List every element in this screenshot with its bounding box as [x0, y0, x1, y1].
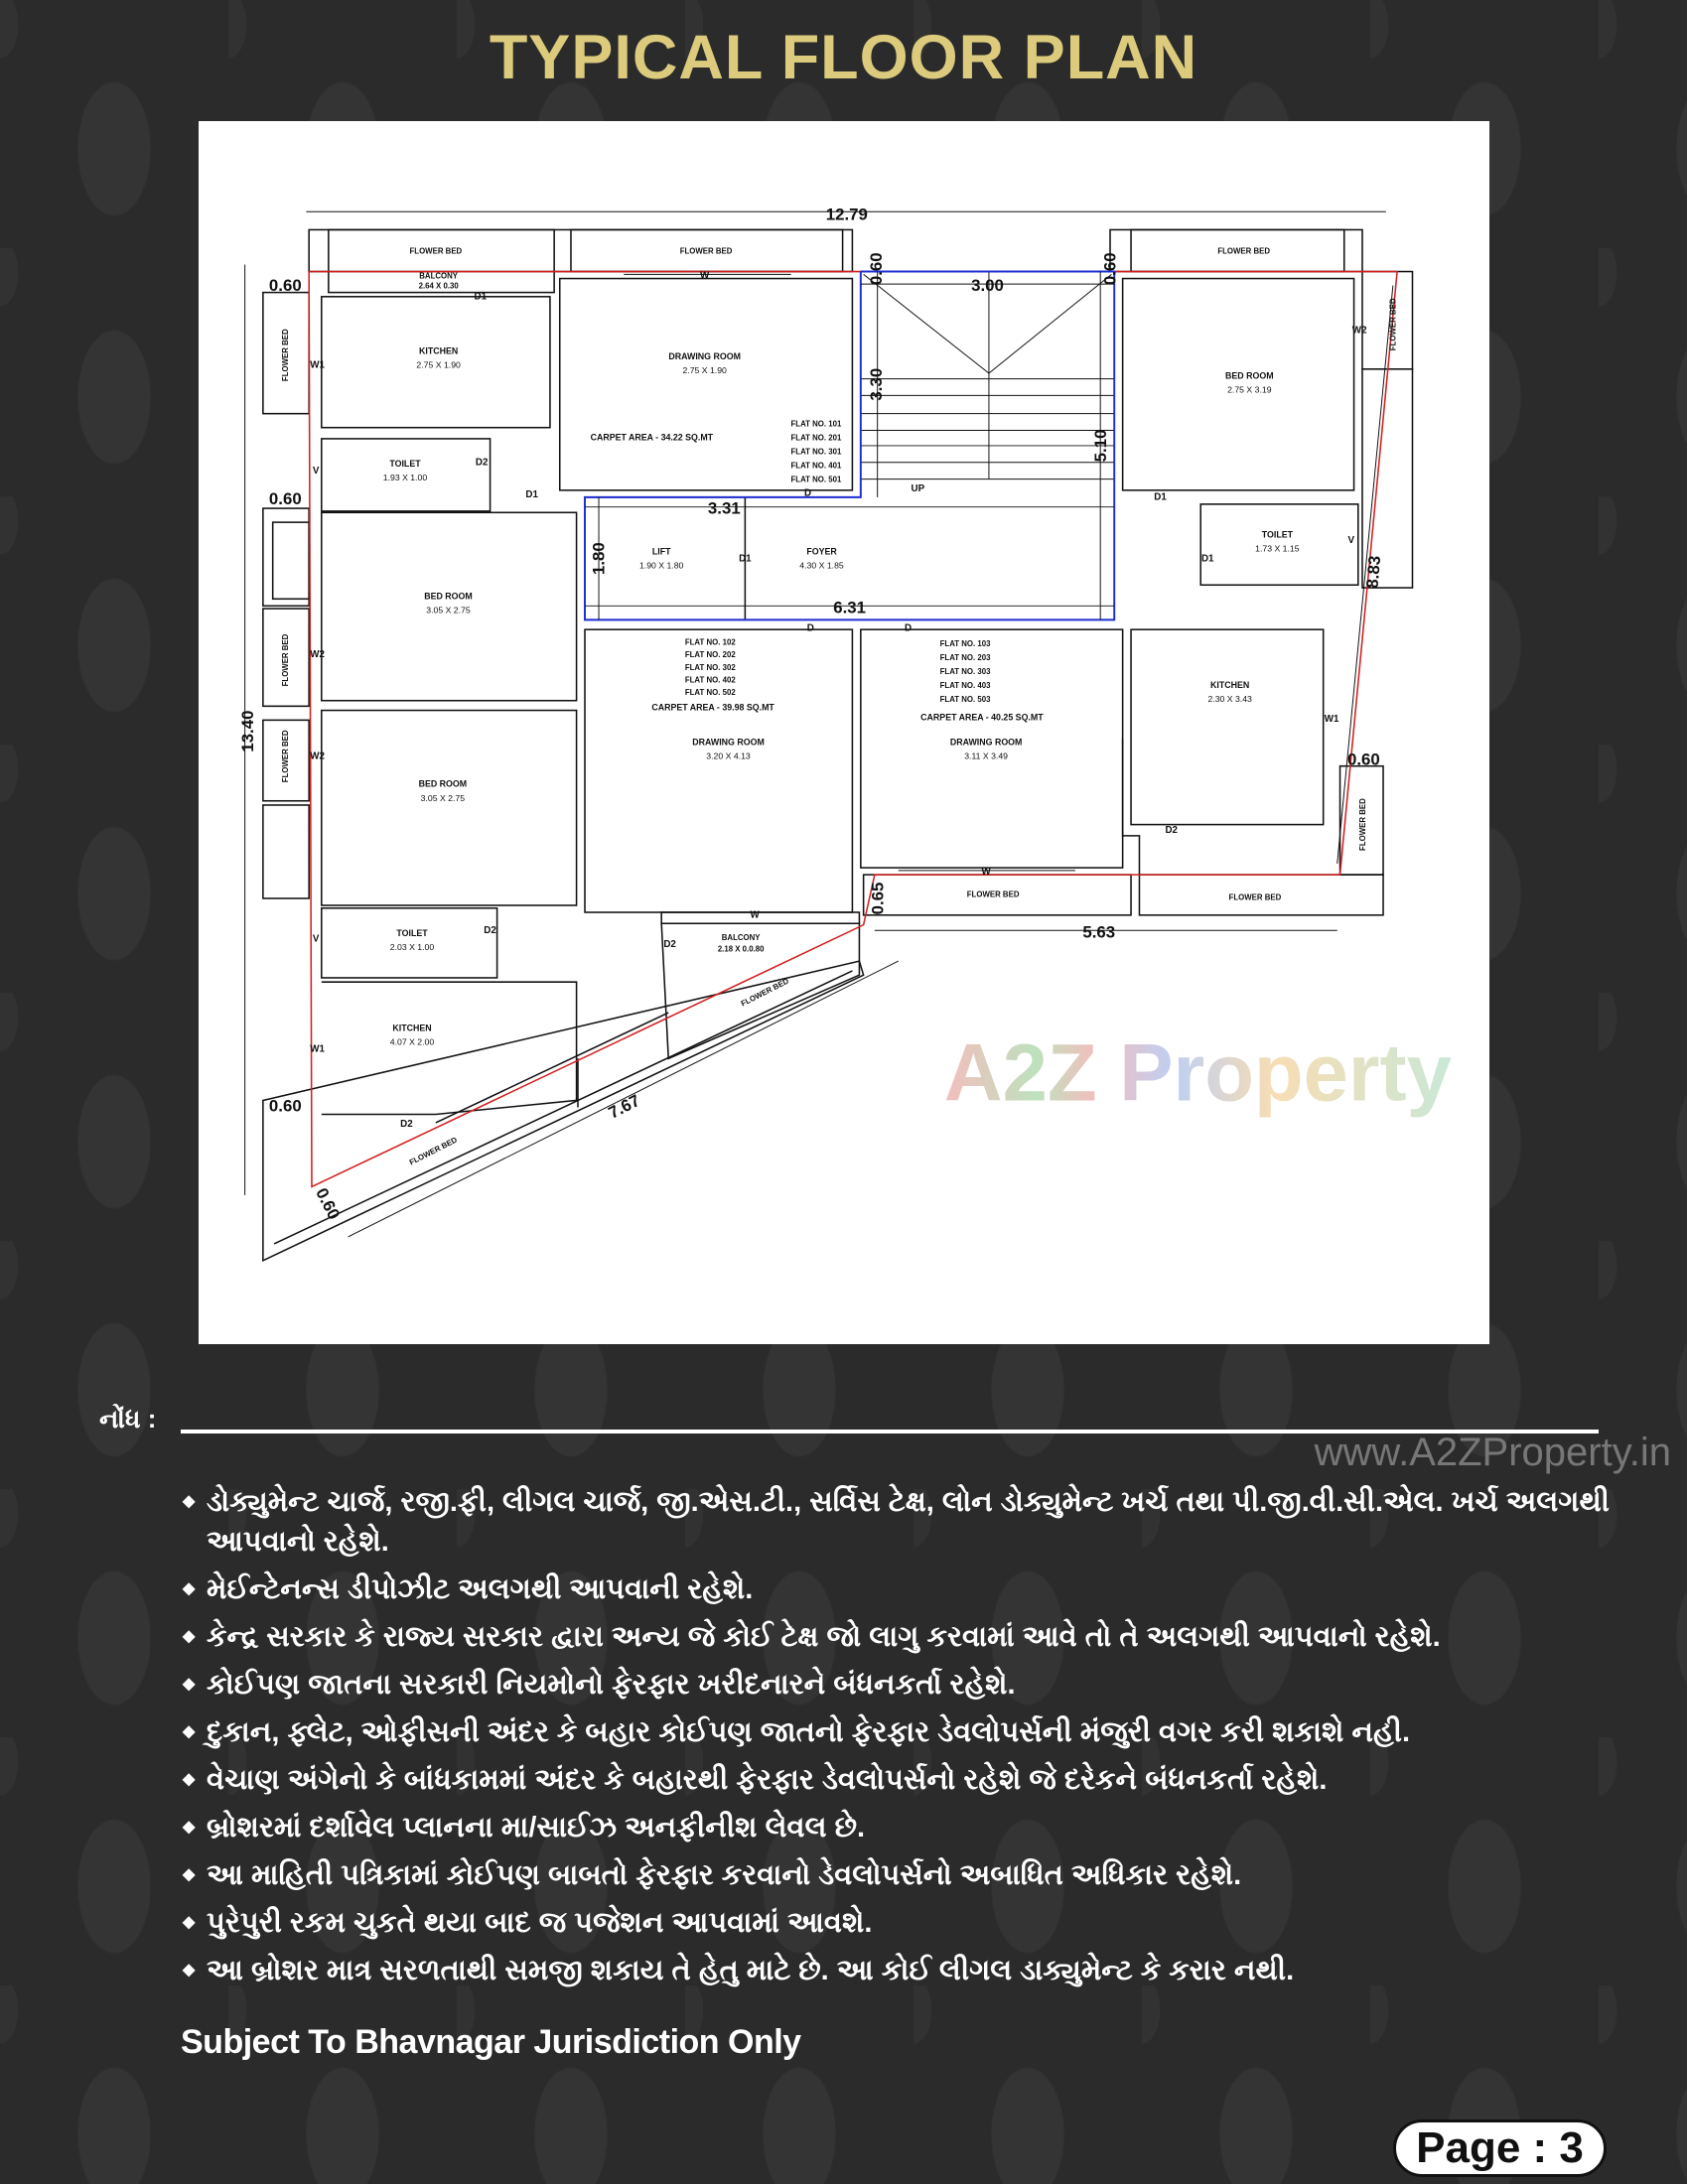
- flat-number: FLAT NO. 403: [939, 681, 991, 691]
- door-tag: D1: [739, 553, 752, 565]
- room-size: 2.03 X 1.00: [389, 941, 435, 952]
- room-label: BALCONY: [419, 271, 459, 281]
- dim-diagonal: 7.67: [605, 1090, 643, 1123]
- dim-stair-total: 5.10: [1090, 429, 1110, 463]
- flower-bed-label: FLOWER BED: [1217, 246, 1271, 256]
- dim-offset: 0.60: [1100, 252, 1120, 286]
- flat-number: FLAT NO. 501: [790, 475, 842, 484]
- watermark-logo: A2Z Property: [943, 1027, 1452, 1119]
- room-label: DRAWING ROOM: [692, 737, 765, 748]
- flat-number: FLAT NO. 503: [939, 695, 991, 705]
- room-label: DRAWING ROOM: [949, 737, 1023, 748]
- room-label: FOYER: [806, 546, 837, 557]
- room-label: BED ROOM: [1225, 370, 1274, 381]
- flower-bed-label: FLOWER BED: [739, 976, 790, 1009]
- flower-bed-label: FLOWER BED: [1388, 298, 1398, 351]
- room-size: 2.18 X 0.0.80: [717, 944, 765, 954]
- dim-offset: 0.60: [268, 488, 302, 508]
- window-tag: W: [750, 909, 760, 921]
- note-item: ◆ કેન્દ્ર સરકાર કે રાજ્ય સરકાર દ્વારા અન્ય જે કોઈ ટેક્ષ જો લાગુ કરવામાં આવે તો તે અલગથી આપવાનો રહેશે.: [181, 1617, 1611, 1657]
- room-size: 2.75 X 1.90: [416, 359, 461, 370]
- dim-lift-width: 3.31: [707, 498, 741, 518]
- notes-label: નોંધ :: [99, 1404, 157, 1433]
- dim-overall-width: 12.79: [825, 205, 868, 224]
- window-tag: W2: [310, 751, 325, 762]
- room-size: 1.90 X 1.80: [638, 560, 684, 571]
- room-size: 2.64 X 0.30: [418, 281, 459, 291]
- notes-section: [181, 1482, 1610, 2062]
- window-tag: W1: [310, 1043, 325, 1055]
- flat-number: FLAT NO. 303: [939, 667, 991, 677]
- flower-bed-label: FLOWER BED: [281, 730, 291, 783]
- note-item: ◆ આ બ્રોશર માત્ર સરળતાથી સમજી શકાય તે હેતુ માટે છે. આ કોઈ લીગલ ડાક્યુમેન્ટ કે કરાર નથી.: [181, 1951, 1611, 1990]
- dim-offset: 0.60: [866, 252, 886, 286]
- room-label: BED ROOM: [424, 591, 473, 602]
- flat-number: FLAT NO. 102: [684, 637, 736, 647]
- room-size: 3.05 X 2.75: [426, 605, 471, 615]
- note-item: ◆ કોઈપણ જાતના સરકારી નિયમોનો ફેરફાર ખરીદનારને બંધનકર્તા રહેશે.: [181, 1665, 1611, 1705]
- room-size: 2.30 X 3.43: [1207, 694, 1252, 705]
- window-tag: W: [981, 867, 991, 879]
- door-tag: D1: [474, 291, 488, 303]
- floor-plan: [199, 121, 1489, 1344]
- flower-bed-label: FLOWER BED: [281, 633, 291, 687]
- door-tag: D2: [475, 457, 489, 469]
- room-label: KITCHEN: [1210, 680, 1250, 691]
- note-item: ◆ બ્રોશરમાં દર્શાવેલ પ્લાનના મા/સાઈઝ અનફીનીશ લેવલ છે.: [181, 1808, 1611, 1847]
- window-tag: W: [700, 270, 710, 282]
- stair-up-label: UP: [911, 483, 925, 495]
- window-tag: W1: [1324, 713, 1339, 725]
- flat-number: FLAT NO. 203: [939, 653, 991, 663]
- flat-number: FLAT NO. 103: [939, 639, 991, 649]
- door-tag: D2: [1165, 825, 1179, 837]
- room-size: 4.07 X 2.00: [389, 1036, 435, 1047]
- dim-offset: 0.60: [268, 1096, 302, 1116]
- flower-bed-label: FLOWER BED: [1228, 892, 1282, 902]
- door-tag: D2: [484, 925, 496, 937]
- room-label: KITCHEN: [419, 345, 459, 356]
- carpet-area: CARPET AREA - 40.25 SQ.MT: [920, 712, 1044, 723]
- vent-tag: V: [1347, 535, 1355, 547]
- room-size: 1.73 X 1.15: [1255, 543, 1300, 554]
- floor-plan-drawing: [199, 121, 1489, 1344]
- dim-bottom-right: 5.63: [1082, 922, 1116, 942]
- flat-number: FLAT NO. 101: [790, 419, 842, 429]
- page-title: TYPICAL FLOOR PLAN: [489, 23, 1198, 92]
- room-label: BED ROOM: [418, 778, 468, 789]
- carpet-area: CARPET AREA - 34.22 SQ.MT: [590, 432, 714, 443]
- room-label: BALCONY: [721, 933, 761, 943]
- window-tag: W1: [310, 359, 325, 371]
- door-tag: D2: [663, 939, 676, 951]
- room-size: 4.30 X 1.85: [799, 560, 844, 571]
- dim-lift-height: 1.80: [589, 542, 609, 575]
- website-watermark: www.A2ZProperty.in: [1314, 1431, 1671, 1474]
- window-tag: W2: [310, 649, 325, 661]
- door-tag: D: [904, 622, 913, 634]
- dim-overall-height: 13.40: [238, 710, 258, 752]
- room-label: LIFT: [651, 546, 671, 557]
- note-item: ◆ પુરેપુરી રકમ ચુકતે થયા બાદ જ પજેશન આપવામાં આવશે.: [181, 1903, 1611, 1943]
- note-item: ◆ આ માહિતી પત્રિકામાં કોઈપણ બાબતો ફેરફાર કરવાનો ડેવલોપર્સનો અબાધિત અધિકાર રહેશે.: [181, 1855, 1611, 1895]
- flower-bed-label: FLOWER BED: [679, 246, 733, 256]
- room-label: TOILET: [1261, 529, 1294, 540]
- dim-stair-height: 3.30: [866, 367, 886, 401]
- room-size: 3.11 X 3.49: [964, 751, 1009, 761]
- room-label: TOILET: [389, 458, 421, 469]
- flower-bed-label: FLOWER BED: [407, 1135, 459, 1167]
- flat-number: FLAT NO. 302: [684, 662, 736, 672]
- flat-number: FLAT NO. 202: [684, 650, 736, 660]
- note-item: ◆ દુકાન, ફ્લેટ, ઓફીસની અંદર કે બહાર કોઈપણ જાતનો ફેરફાર ડેવલોપર્સની મંજુરી વગર કરી શકાશે નહી.: [181, 1712, 1611, 1752]
- room-size: 2.75 X 1.90: [682, 364, 727, 375]
- room-label: DRAWING ROOM: [668, 350, 741, 361]
- window-tag: W2: [1351, 325, 1367, 337]
- door-tag: D1: [1154, 491, 1167, 503]
- dim-foyer-width: 6.31: [833, 598, 866, 617]
- note-item: ◆ ડોક્યુમેન્ટ ચાર્જ, રજી.ફી, લીગલ ચાર્જ, જી.એસ.ટી., સર્વિસ ટેક્ષ, લોન ડોક્યુમેન્ટ ખર્ચ તથા પી.જી.વી.સી.એલ. ખર્ચ અલગથી આપવાનો રહેશે.: [181, 1482, 1611, 1562]
- flower-bed-label: FLOWER BED: [966, 889, 1020, 899]
- flat-number: FLAT NO. 201: [790, 433, 842, 443]
- door-tag: D2: [400, 1119, 413, 1131]
- note-item: ◆ મેઈન્ટેનન્સ ડીપોઝીટ અલગથી આપવાની રહેશે.: [181, 1570, 1611, 1609]
- carpet-area: CARPET AREA - 39.98 SQ.MT: [651, 702, 774, 713]
- room-size: 3.05 X 2.75: [420, 792, 466, 803]
- flat-number: FLAT NO. 401: [790, 461, 842, 471]
- dim-offset: 0.65: [868, 882, 888, 915]
- dim-offset: 0.60: [268, 276, 302, 296]
- flat-number: FLAT NO. 402: [684, 675, 736, 685]
- door-tag: D1: [1200, 553, 1214, 565]
- dim-offset: 0.60: [1347, 750, 1380, 769]
- page-number-badge: Page : 3: [1393, 2119, 1607, 2177]
- flat-number: FLAT NO. 502: [684, 688, 736, 698]
- door-tag: D: [803, 487, 812, 499]
- door-tag: D: [806, 622, 814, 634]
- notes-list: [181, 1482, 1611, 1998]
- vent-tag: V: [312, 933, 320, 945]
- room-size: 1.93 X 1.00: [382, 473, 428, 483]
- door-tag: D1: [525, 488, 538, 500]
- room-size: 3.20 X 4.13: [706, 751, 751, 761]
- room-size: 2.75 X 3.19: [1227, 384, 1272, 395]
- flower-bed-label: FLOWER BED: [281, 329, 291, 382]
- flower-bed-label: FLOWER BED: [1357, 798, 1367, 851]
- note-item: ◆ વેચાણ અંગેનો કે બાંધકામમાં અંદર કે બહારથી ફેરફાર ડેવલોપર્સનો રહેશે જે દરેકને બંધનકર્તા રહેશે.: [181, 1760, 1611, 1800]
- dim-right-diagonal: 8.83: [1362, 555, 1385, 590]
- vent-tag: V: [312, 466, 320, 478]
- flat-number: FLAT NO. 301: [790, 447, 842, 457]
- room-label: KITCHEN: [392, 1023, 432, 1033]
- dim-stair-width: 3.00: [971, 276, 1004, 296]
- dim-offset: 0.60: [312, 1184, 345, 1223]
- staircase: [861, 272, 1114, 479]
- jurisdiction-text: Subject To Bhavnagar Jurisdiction Only: [181, 2023, 801, 2061]
- flower-bed-label: FLOWER BED: [409, 246, 463, 256]
- room-label: TOILET: [396, 927, 428, 938]
